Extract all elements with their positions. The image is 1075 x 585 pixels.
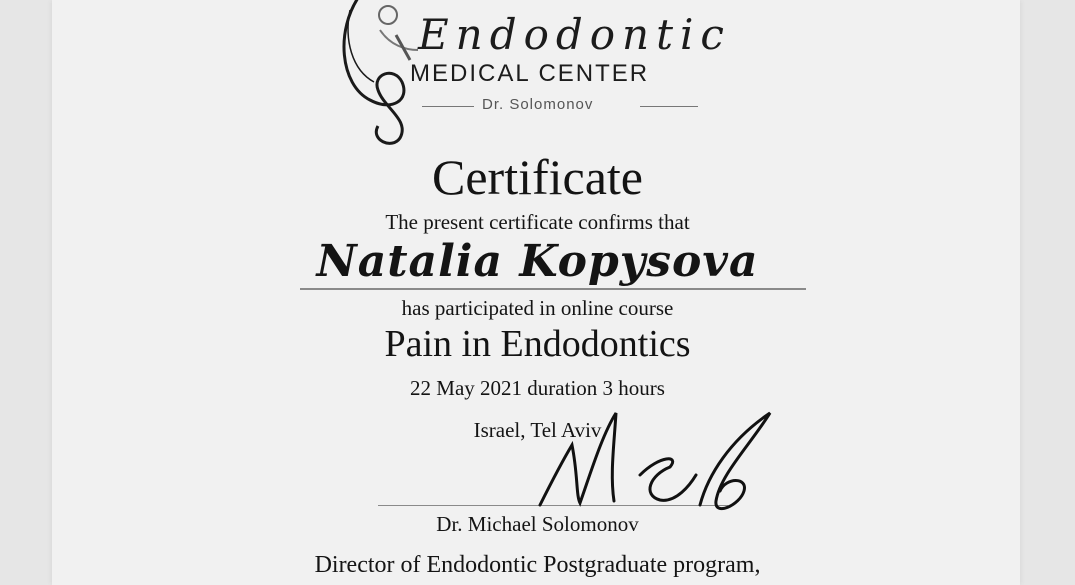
course-title: Pain in Endodontics (384, 323, 691, 365)
certificate-title: Certificate (432, 149, 643, 205)
participation-text: has participated in online course (401, 296, 674, 320)
certificate-intro: The present certificate confirms that (385, 210, 690, 234)
logo-script-text: Endodontic (418, 10, 731, 59)
recipient-name: Natalia Kopysova (316, 236, 759, 287)
logo-subtitle: MEDICAL CENTER (410, 60, 650, 87)
logo-divider-left (422, 106, 474, 107)
date-duration: 22 May 2021 duration 3 hours (410, 376, 665, 400)
logo-divider-right (640, 106, 698, 107)
recipient-underline (300, 288, 806, 290)
signer-role: Director of Endodontic Postgraduate program, (314, 552, 761, 578)
location-text: Israel, Tel Aviv (473, 418, 602, 442)
signer-name: Dr. Michael Solomonov (436, 512, 639, 536)
logo-doctor-name: Dr. Solomonov (482, 96, 594, 113)
